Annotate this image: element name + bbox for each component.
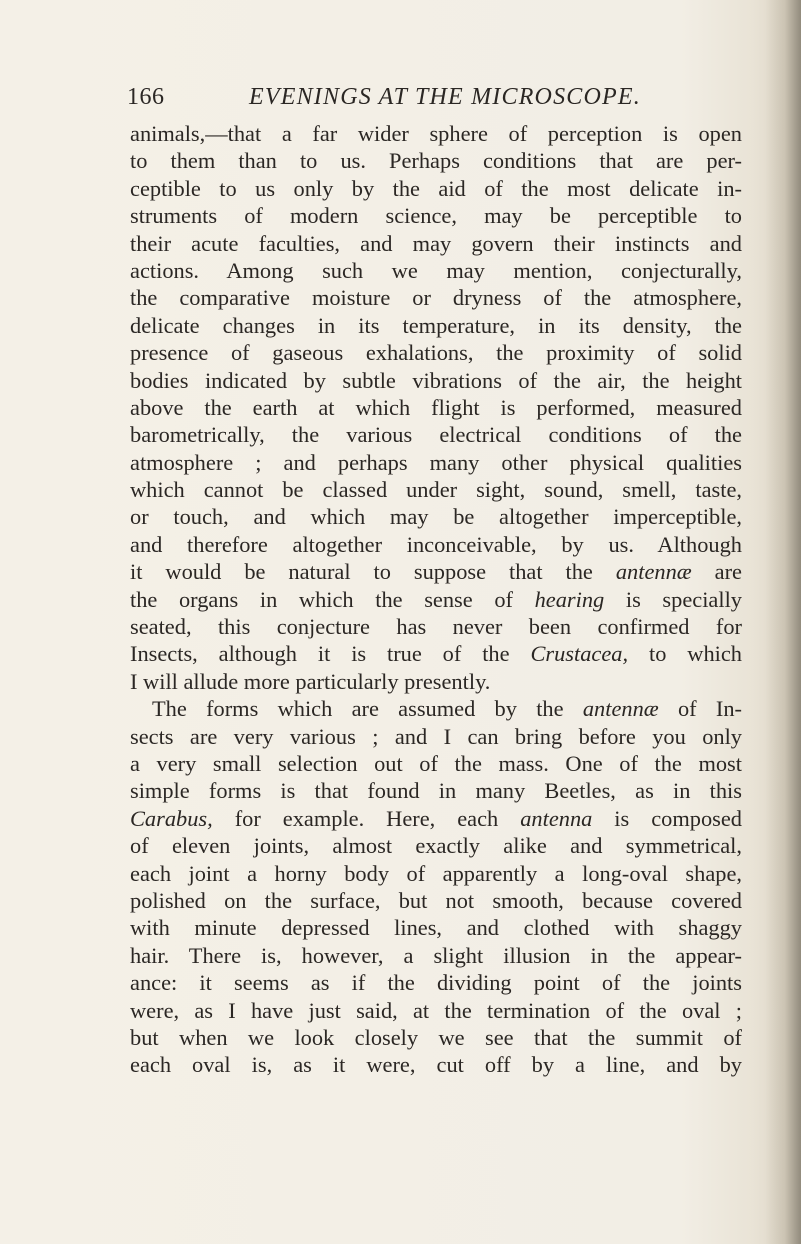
text-line <box>130 312 742 339</box>
italic-term: antennæ <box>615 559 692 585</box>
text-segment: for example. Here, each <box>212 805 521 831</box>
text-line <box>130 860 742 887</box>
text-segment: actions. Among such we may mention, conjecturally, <box>130 257 742 283</box>
text-line <box>130 367 742 394</box>
text-segment: polished on the surface, but not smooth, because covered <box>130 887 742 913</box>
text-line <box>130 1051 742 1078</box>
text-line <box>130 723 742 750</box>
text-line <box>130 777 742 804</box>
text-segment: ceptible to us only by the aid of the most delicate in- <box>130 175 742 201</box>
text-segment: atmosphere ; and perhaps many other physical qualities <box>130 449 742 475</box>
text-line <box>130 339 742 366</box>
text-segment: which cannot be classed under sight, sound, smell, taste, <box>130 477 742 503</box>
text-segment: the comparative moisture or dryness of the atmosphere, <box>130 285 742 311</box>
page-gutter-shadow <box>765 0 801 1244</box>
text-line <box>130 202 742 229</box>
page-number: 166 <box>127 84 165 110</box>
text-line <box>130 421 742 448</box>
running-title: EVENINGS AT THE MICROSCOPE. <box>249 84 641 110</box>
text-segment: or touch, and which may be altogether imperceptible, <box>130 504 742 530</box>
text-segment: with minute depressed lines, and clothed with shaggy <box>130 915 742 941</box>
text-segment: is composed <box>592 805 742 831</box>
text-line <box>130 997 742 1024</box>
text-line <box>130 476 742 503</box>
text-line <box>130 750 742 777</box>
text-segment: above the earth at which flight is performed, measured <box>130 394 742 420</box>
text-line <box>130 120 742 147</box>
text-segment: but when we look closely we see that the summit of <box>130 1024 742 1050</box>
text-segment: I will allude more particularly presently. <box>130 668 491 694</box>
italic-term: antenna <box>520 805 593 831</box>
text-line <box>130 531 742 558</box>
text-segment: barometrically, the various electrical conditions of the <box>130 422 742 448</box>
text-line <box>130 558 742 585</box>
text-segment: sects are very various ; and I can bring before you only <box>130 723 742 749</box>
text-line <box>130 147 742 174</box>
text-segment: of eleven joints, almost exactly alike and symmetrical, <box>130 833 742 859</box>
text-segment: were, as I have just said, at the termination of the oval ; <box>130 997 742 1023</box>
text-segment: it would be natural to suppose that the <box>130 559 616 585</box>
text-segment: struments of modern science, may be perceptible to <box>130 203 742 229</box>
text-segment: of In- <box>658 696 742 722</box>
text-segment: seated, this conjecture has never been confirmed for <box>130 614 742 640</box>
text-segment: The forms which are assumed by the <box>152 696 583 722</box>
text-segment: simple forms is that found in many Beetles, as in this <box>130 778 742 804</box>
text-segment: Insects, although it is true of the <box>130 641 531 667</box>
text-segment: each joint a horny body of apparently a long-oval shape, <box>130 860 742 886</box>
text-line <box>130 230 742 257</box>
text-segment: each oval is, as it were, cut off by a line, and by <box>130 1052 742 1078</box>
text-line <box>130 914 742 941</box>
text-line <box>130 503 742 530</box>
text-segment: delicate changes in its temperature, in its density, the <box>130 312 742 338</box>
italic-term: Crustacea, <box>530 641 629 667</box>
italic-term: hearing <box>534 586 605 612</box>
text-segment: ance: it seems as if the dividing point of the joints <box>130 970 742 996</box>
text-line <box>130 832 742 859</box>
italic-term: Carabus, <box>130 805 213 831</box>
text-segment: to which <box>628 641 742 667</box>
text-segment: are <box>691 559 742 585</box>
text-line <box>130 942 742 969</box>
italic-term: antennæ <box>582 696 659 722</box>
text-line <box>130 449 742 476</box>
text-line <box>130 613 742 640</box>
text-segment: bodies indicated by subtle vibrations of the air, the height <box>130 367 742 393</box>
text-line <box>130 805 742 832</box>
text-line <box>130 394 742 421</box>
text-segment: to them than to us. Perhaps conditions that are per- <box>130 148 742 174</box>
running-header <box>127 84 727 124</box>
text-segment: hair. There is, however, a slight illusion in the appear- <box>130 942 742 968</box>
text-line <box>130 695 742 722</box>
text-segment: the organs in which the sense of <box>130 586 535 612</box>
text-segment: their acute faculties, and may govern their instincts and <box>130 230 742 256</box>
text-segment: animals,—that a far wider sphere of perception is open <box>130 121 742 146</box>
text-line <box>130 284 742 311</box>
text-segment: presence of gaseous exhalations, the proximity of solid <box>130 340 742 366</box>
body-text <box>130 120 742 1079</box>
text-line <box>130 887 742 914</box>
text-line <box>130 586 742 613</box>
text-line <box>130 969 742 996</box>
text-segment: and therefore altogether inconceivable, by us. Although <box>130 531 742 557</box>
text-segment: is specially <box>604 586 742 612</box>
text-line <box>130 175 742 202</box>
text-segment: a very small selection out of the mass. One of the most <box>130 750 742 776</box>
text-line <box>130 257 742 284</box>
text-line <box>130 1024 742 1051</box>
text-line <box>130 640 742 667</box>
text-line <box>130 668 742 695</box>
